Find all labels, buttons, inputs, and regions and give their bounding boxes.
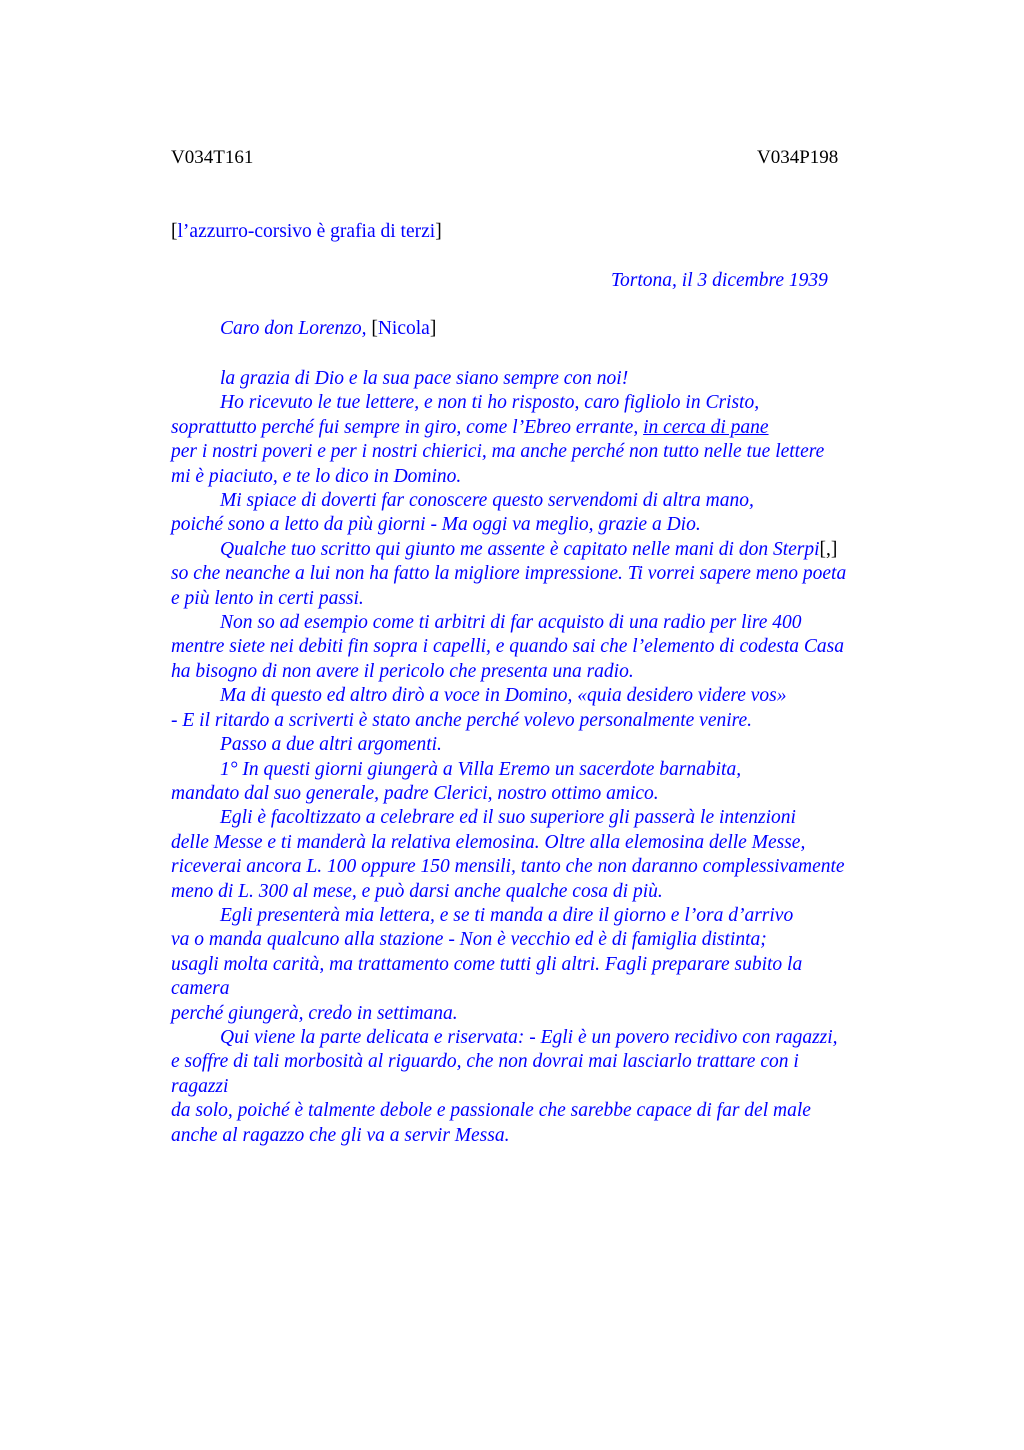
body-line: Mi spiace di doverti far conoscere questo servendomi di altra mano, (220, 490, 754, 512)
bracket-close: ] (429, 318, 437, 339)
volume-page-code: V034P198 (757, 147, 839, 168)
body-line: da solo, poiché è talmente debole e passionale che sarebbe capace di far del male (171, 1100, 811, 1122)
bracket-open: [ (171, 221, 178, 242)
salutation-text: Caro don Lorenzo, (220, 318, 367, 339)
body-line: - E il ritardo a scriverti è stato anche perché volevo personalmente venire. (171, 709, 753, 731)
body-line: mandato dal suo generale, padre Clerici, nostro ottimo amico. (171, 782, 659, 804)
letter-dateline: Tortona, il 3 dicembre 1939 (611, 270, 828, 291)
body-line: perché giungerà, credo in settimana. (171, 1002, 458, 1024)
body-line: camera (171, 978, 230, 1000)
body-line: Passo a due altri argomenti. (220, 734, 442, 756)
body-line-text: soprattutto perché fui sempre in giro, come l’Ebreo errante, (171, 416, 644, 438)
body-line: usagli molta carità, ma trattamento come tutti gli altri. Fagli preparare subito la (171, 953, 803, 975)
body-line: poiché sono a letto da più giorni - Ma oggi va meglio, grazie a Dio. (171, 514, 701, 536)
body-line (171, 538, 911, 562)
body-line: e soffre di tali morbosità al riguardo, che non dovrai mai lasciarlo trattare con i (171, 1051, 799, 1073)
body-line-text: Qualche tuo scritto qui giunto me assente è capitato nelle mani di don Sterpi (220, 538, 820, 560)
body-line (171, 416, 911, 440)
body-line: riceverai ancora L. 100 oppure 150 mensili, tanto che non daranno complessivamente (171, 856, 845, 878)
body-line: va o manda qualcuno alla stazione - Non è vecchio ed è di famiglia distinta; (171, 929, 767, 951)
body-line: Ho ricevuto le tue lettere, e non ti ho risposto, caro figliolo in Cristo, (220, 392, 760, 414)
body-line: Ma di questo ed altro dirò a voce in Domino, «quia desidero videre vos» (220, 685, 787, 707)
body-line: 1° In questi giorni giungerà a Villa Eremo un sacerdote barnabita, (220, 758, 742, 780)
body-line: e più lento in certi passi. (171, 587, 364, 609)
editor-note-text: l’azzurro-corsivo è grafia di terzi (177, 221, 436, 242)
volume-text-code: V034T161 (171, 147, 254, 168)
bracket-open: [ (371, 318, 378, 339)
body-line: so che neanche a lui non ha fatto la migliore impressione. Ti vorrei sapere meno poeta (171, 563, 847, 585)
body-line: mentre siete nei debiti fin sopra i capelli, e quando sai che l’elemento di codesta Casa (171, 636, 844, 658)
body-line: la grazia di Dio e la sua pace siano sempre con noi! (220, 368, 629, 389)
body-line: anche al ragazzo che gli va a servir Messa. (171, 1124, 510, 1146)
body-line: Egli presenterà mia lettera, e se ti manda a dire il giorno e l’ora d’arrivo (220, 904, 794, 926)
body-line: meno di L. 300 al mese, e può darsi anche qualche cosa di più. (171, 880, 663, 902)
letter-body (171, 367, 911, 1148)
editor-note (171, 220, 442, 244)
body-line: per i nostri poveri e per i nostri chierici, ma anche perché non tutto nelle tue lettere (171, 441, 825, 463)
body-line: Egli è facoltizzato a celebrare ed il suo superiore gli passerà le intenzioni (220, 807, 796, 829)
letter-salutation (220, 317, 436, 341)
underlined-phrase: in cerca di pane (643, 416, 769, 438)
body-line: ha bisogno di non avere il pericolo che presenta una radio. (171, 660, 634, 682)
body-line: mi è piaciuto, e te lo dico in Domino. (171, 465, 462, 487)
body-line: delle Messe e ti manderà la relativa elemosina. Oltre alla elemosina delle Messe, (171, 831, 806, 853)
salutation-name: Nicola (377, 318, 430, 339)
editorial-punctuation: [,] (819, 538, 838, 560)
body-line: Non so ad esempio come ti arbitri di far acquisto di una radio per lire 400 (220, 612, 802, 634)
body-line: Qui viene la parte delicata e riservata: - Egli è un povero recidivo con ragazzi, (220, 1026, 838, 1048)
body-line: ragazzi (171, 1075, 229, 1097)
bracket-close: ] (435, 221, 442, 242)
